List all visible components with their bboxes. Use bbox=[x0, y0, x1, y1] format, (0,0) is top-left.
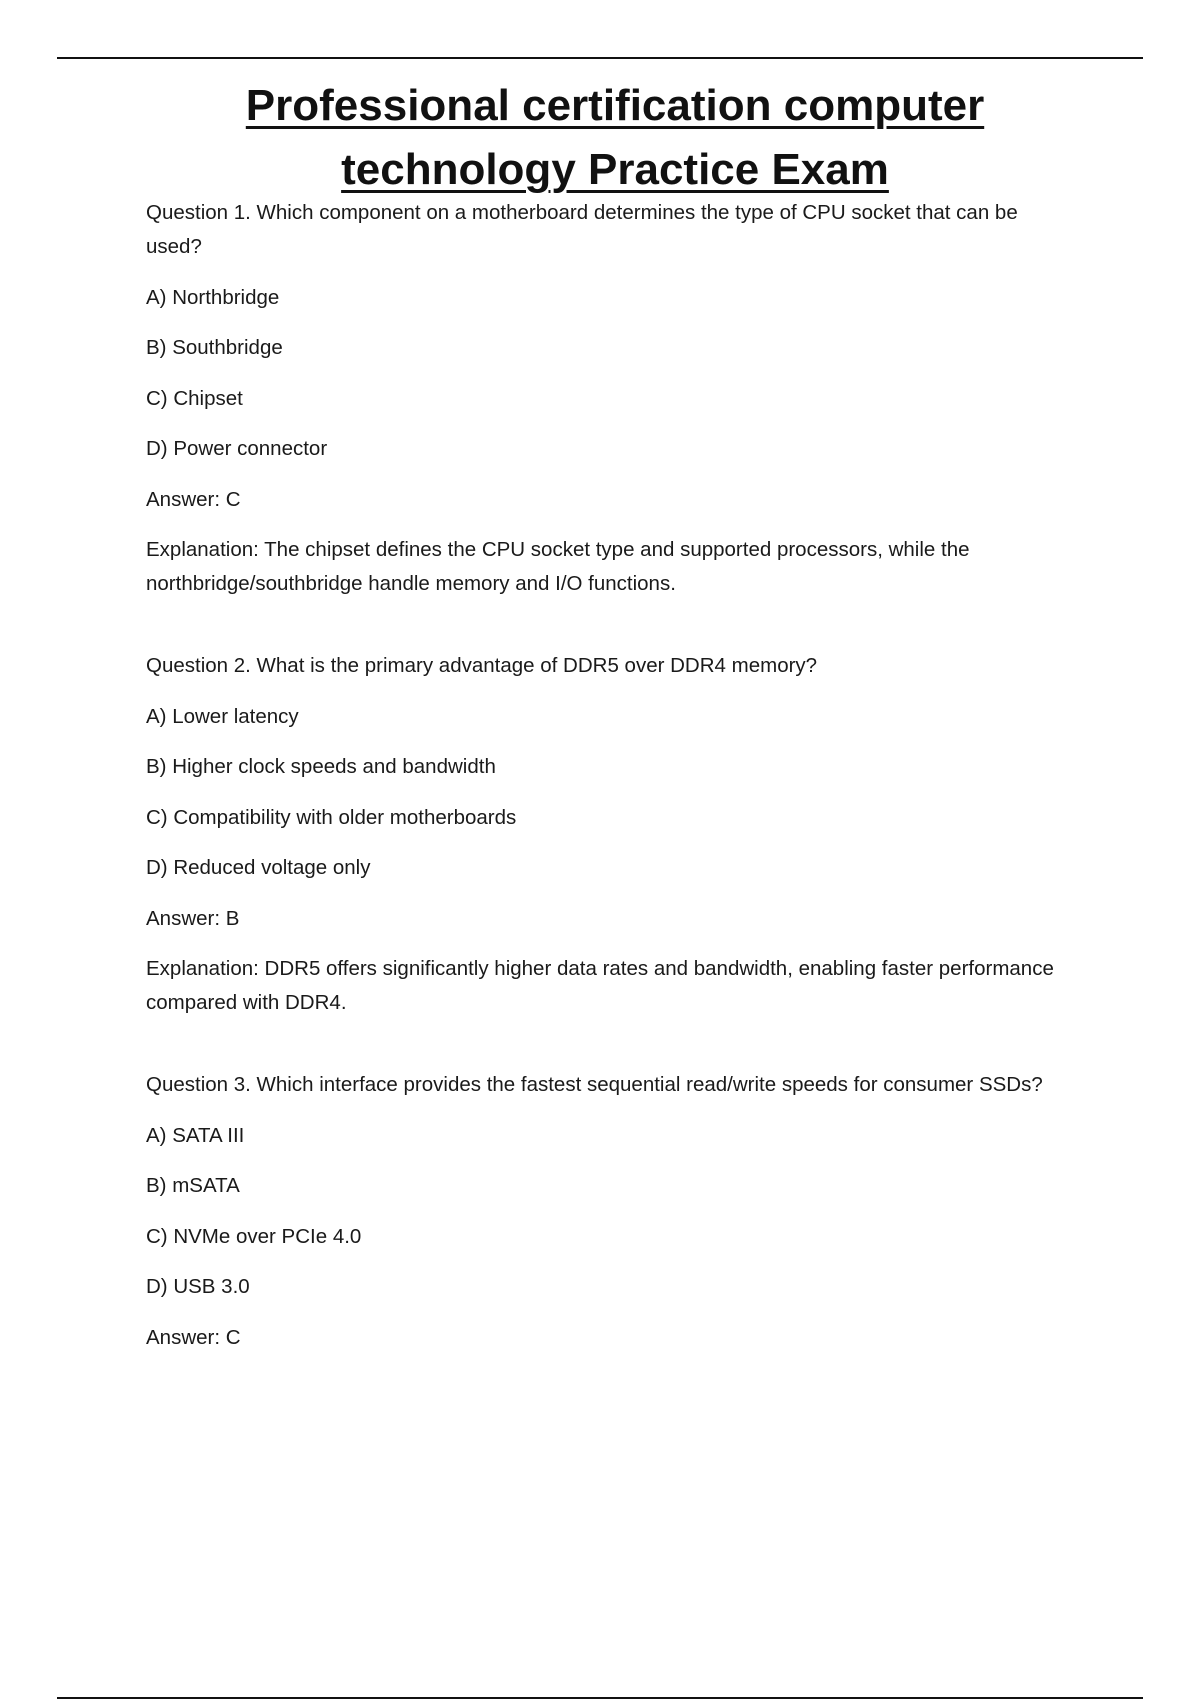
question-block-1 bbox=[146, 196, 1076, 601]
answer-text: Answer: C bbox=[146, 487, 241, 511]
title-line-2: technology Practice Exam bbox=[341, 145, 889, 194]
answer-text: Answer: B bbox=[146, 906, 240, 930]
page-title bbox=[100, 74, 1130, 202]
option-c: C) Chipset bbox=[146, 386, 243, 410]
question-text: Question 2. What is the primary advantage of DDR5 over DDR4 memory? bbox=[146, 654, 818, 677]
bottom-rule bbox=[57, 1697, 1143, 1699]
question-text: Question 3. Which interface provides the fastest sequential read/write speeds for consumer SSDs? bbox=[146, 1073, 1043, 1096]
option-c: C) Compatibility with older motherboards bbox=[146, 805, 517, 829]
option-b: B) mSATA bbox=[146, 1174, 240, 1197]
option-b: B) Southbridge bbox=[146, 336, 283, 359]
option-c: C) NVMe over PCIe 4.0 bbox=[146, 1224, 362, 1248]
explanation-text: Explanation: The chipset defines the CPU socket type and supported processors, while the northbridge/southbridge handle memory and I/O functions. bbox=[146, 538, 970, 595]
option-a: A) Northbridge bbox=[146, 285, 280, 309]
option-d: D) Power connector bbox=[146, 437, 328, 460]
question-text: Question 1. Which component on a motherboard determines the type of CPU socket that can be used? bbox=[146, 201, 1018, 258]
explanation-text: Explanation: DDR5 offers significantly higher data rates and bandwidth, enabling faster performance compared with DDR4. bbox=[146, 957, 1054, 1014]
option-a: A) SATA III bbox=[146, 1123, 245, 1147]
question-block-3 bbox=[146, 1068, 1076, 1355]
title-line-1: Professional certification computer bbox=[245, 81, 985, 130]
answer-text: Answer: C bbox=[146, 1325, 241, 1349]
option-a: A) Lower latency bbox=[146, 704, 299, 728]
option-d: D) Reduced voltage only bbox=[146, 856, 371, 879]
option-d: D) USB 3.0 bbox=[146, 1275, 250, 1298]
option-b: B) Higher clock speeds and bandwidth bbox=[146, 755, 496, 778]
top-rule bbox=[57, 57, 1143, 59]
question-block-2 bbox=[146, 649, 1076, 1020]
exam-content bbox=[146, 196, 1076, 1371]
